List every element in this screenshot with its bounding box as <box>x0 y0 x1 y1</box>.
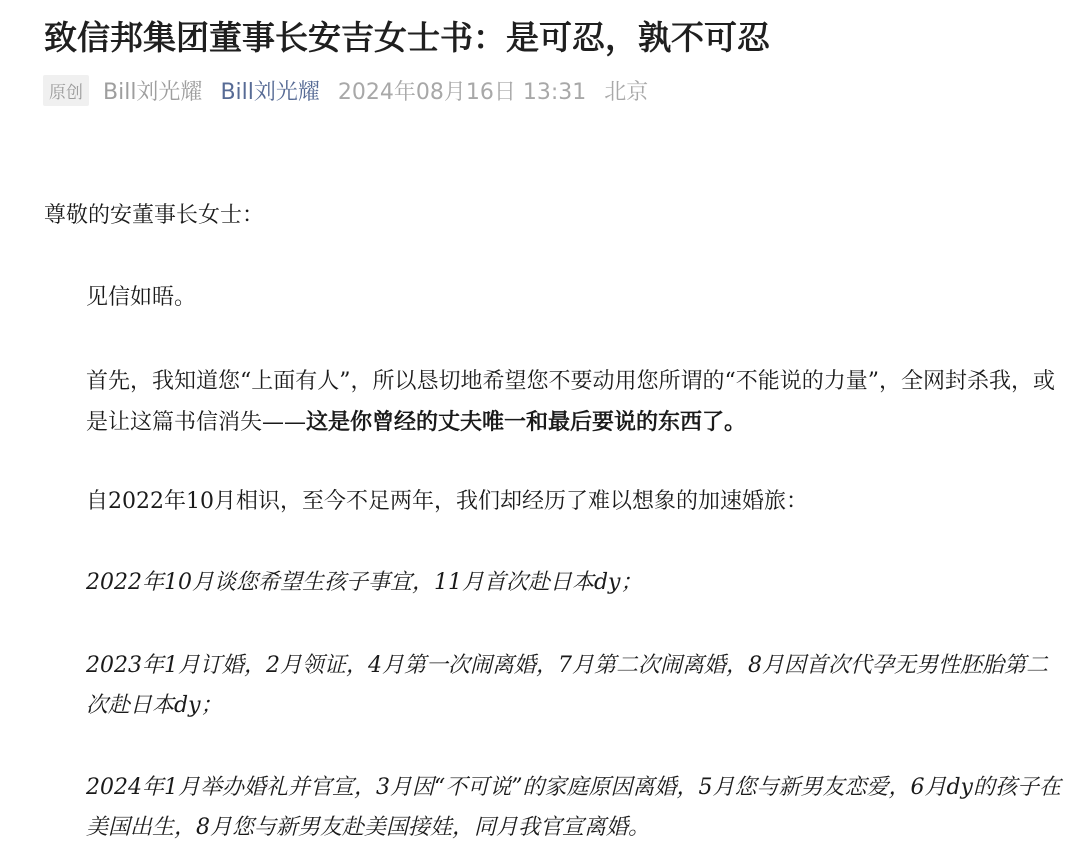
paragraph-request-bold: 这是你曾经的丈夫唯一和最后要说的东西了。 <box>306 409 747 435</box>
publish-datetime: 2024年08月16日 13:31 <box>337 79 587 105</box>
paragraph-intro: 自2022年10月相识，至今不足两年，我们却经历了难以想象的加速婚旅： <box>86 489 808 514</box>
paragraph-request <box>86 362 1066 443</box>
salutation: 尊敬的安董事长女士： <box>44 203 265 228</box>
original-badge: 原创 <box>43 75 89 106</box>
paragraph-timeline-2023: 2023年1月订婚，2月领证，4月第一次闹离婚，7月第二次闹离婚，8月因首次代孕无男性胚胎第二次赴日本dy； <box>86 653 1048 718</box>
author-name: Bill刘光耀 <box>103 79 203 105</box>
paragraph-greeting: 见信如晤。 <box>86 285 197 310</box>
paragraph-request-text: 首先，我知道您“上面有人”，所以恳切地希望您不要动用您所谓的“不能说的力量”，全网封杀我，或是让这篇书信消失—— <box>86 369 1055 435</box>
paragraph-timeline-2022: 2022年10月谈您希望生孩子事宜，11月首次赴日本dy； <box>86 570 643 595</box>
article-meta <box>43 74 648 106</box>
publish-location: 北京 <box>604 79 649 105</box>
article-title: 致信邦集团董事长安吉女士书：是可忍，孰不可忍 <box>44 18 770 57</box>
paragraph-timeline-2024: 2024年1月举办婚礼并官宣，3月因“不可说”的家庭原因离婚，5月您与新男友恋爱，6月dy的孩子在美国出生，8月您与新男友赴美国接娃，同月我官宣离婚。 <box>86 775 1061 840</box>
account-link[interactable]: Bill刘光耀 <box>220 79 320 105</box>
